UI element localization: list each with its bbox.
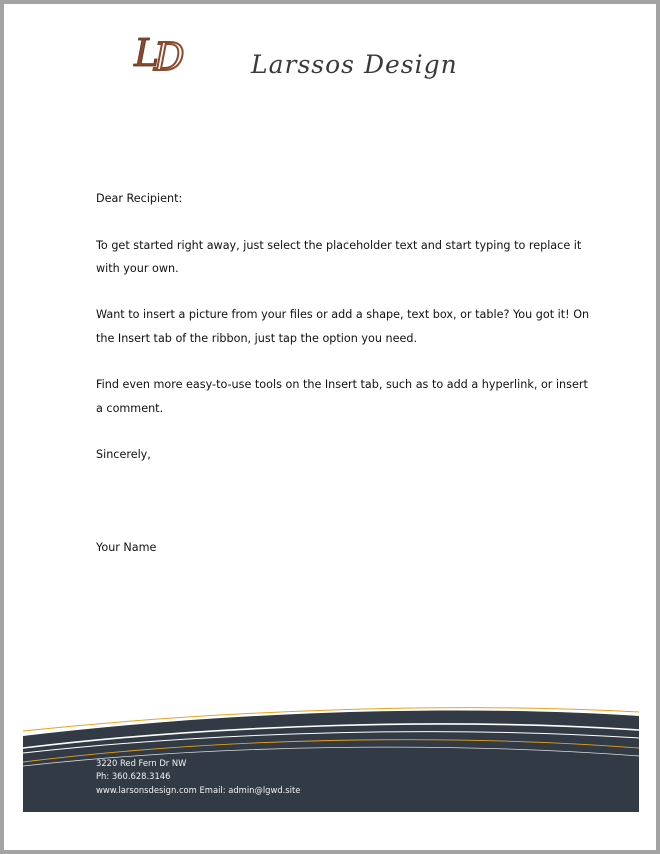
paragraph-2: Want to insert a picture from your files or add a shape, text box, or table? You got it! On the Insert tab of the ribbon, just tap the option you need.	[96, 308, 590, 345]
letter-body[interactable]	[96, 187, 596, 583]
closing: Sincerely,	[96, 448, 151, 462]
svg-text:L: L	[134, 31, 160, 75]
signature-space	[96, 490, 596, 513]
footer-web-email: www.larsonsdesign.com Email: admin@lgwd.site	[96, 784, 301, 795]
signature-name: Your Name	[96, 541, 157, 555]
footer-address: 3220 Red Fern Dr NW	[96, 758, 187, 768]
footer-contact	[96, 757, 300, 797]
paragraph-1: To get started right away, just select the placeholder text and start typing to replace it with your own.	[96, 238, 582, 275]
letter-page	[4, 4, 656, 850]
paragraph-3: Find even more easy-to-use tools on the Insert tab, such as to add a hyperlink, or insert a comment.	[96, 378, 588, 415]
salutation: Dear Recipient:	[96, 192, 183, 205]
company-logo	[130, 26, 194, 78]
svg-text:D: D	[154, 35, 185, 78]
footer-phone: Ph: 360.628.3146	[96, 771, 171, 782]
company-name: Larssos Design	[251, 50, 458, 79]
